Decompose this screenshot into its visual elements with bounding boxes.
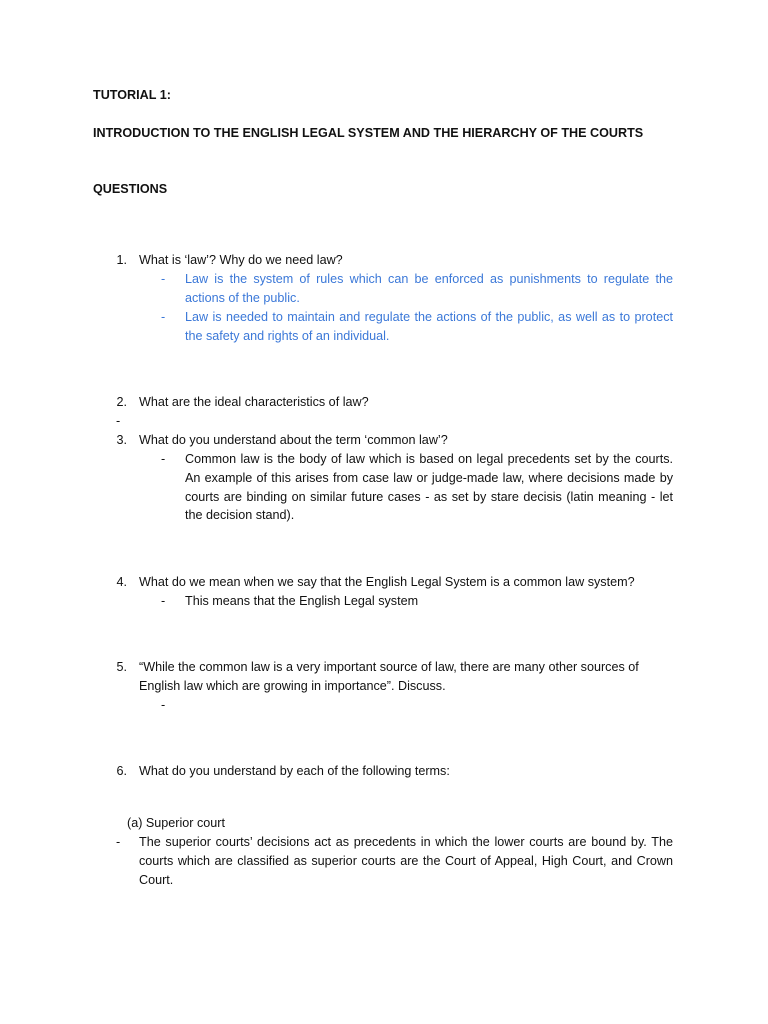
bullet-dash: - <box>116 835 121 849</box>
question-text: What are the ideal characteristics of law? <box>139 395 369 409</box>
section-heading: QUESTIONS <box>93 182 168 196</box>
question-number: 3. <box>116 433 127 447</box>
tutorial-label: TUTORIAL 1: <box>93 88 171 102</box>
question-number: 4. <box>116 575 127 589</box>
bullet-dash: - <box>161 310 166 324</box>
question-text: What do we mean when we say that the English Legal System is a common law system? <box>139 575 635 589</box>
question-text: What do you understand by each of the following terms: <box>139 764 450 778</box>
document-title: INTRODUCTION TO THE ENGLISH LEGAL SYSTEM AND THE HIERARCHY OF THE COURTS <box>93 126 644 140</box>
question-text: What is ‘law’? Why do we need law? <box>139 253 343 267</box>
question-number: 2. <box>116 395 127 409</box>
answer-text: Common law is the body of law which is based on legal precedents set by the courts. An example of this arises from case law or judge-made law, where decisions made by courts are binding on similar future cases - as set by stare decisis (latin meaning - let the decision stand). <box>185 452 673 523</box>
question-number: 5. <box>116 660 127 674</box>
answer-text: Law is needed to maintain and regulate the actions of the public, as well as to protect the safety and rights of an individual. <box>185 310 673 343</box>
answer-text: Law is the system of rules which can be enforced as punishments to regulate the actions of the public. <box>185 272 673 305</box>
sub-item-label: (a) Superior court <box>127 816 225 830</box>
bullet-dash: - <box>161 272 166 286</box>
bullet-dash: - <box>161 452 166 466</box>
bullet-dash: - <box>161 594 166 608</box>
answer-text: The superior courts’ decisions act as precedents in which the lower courts are bound by. The courts which are classified as superior courts are the Court of Appeal, High Court, and Crown Court. <box>139 835 673 887</box>
question-number: 1. <box>116 253 127 267</box>
question-text: “While the common law is a very important source of law, there are many other sources of <box>139 660 639 674</box>
answer-placeholder-dash: - <box>116 414 121 428</box>
question-text: What do you understand about the term ‘common law’? <box>139 433 448 447</box>
question-text-continued: English law which are growing in importance”. Discuss. <box>139 679 446 693</box>
answer-placeholder-dash: - <box>161 698 166 712</box>
answer-text: This means that the English Legal system <box>185 594 419 608</box>
question-number: 6. <box>116 764 127 778</box>
